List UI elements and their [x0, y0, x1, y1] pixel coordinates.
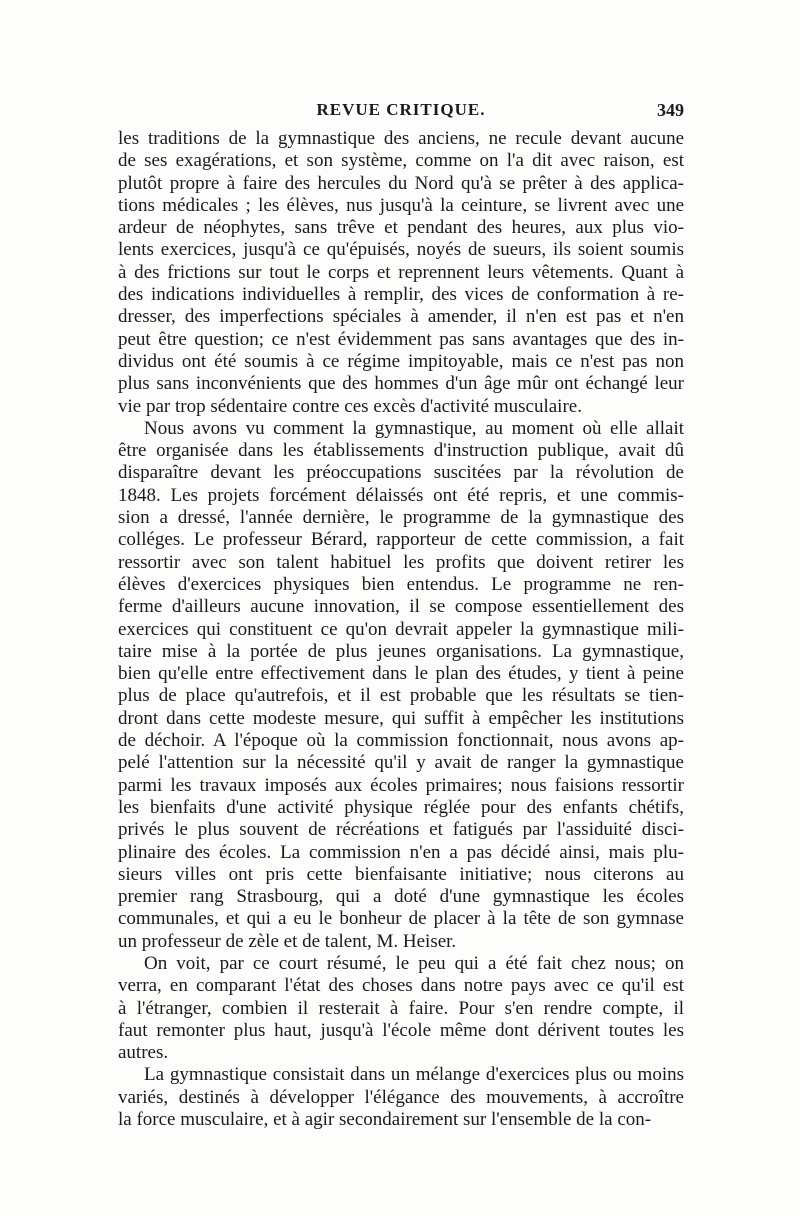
- text-line: de ses exagérations, et son système, comme on l'a dit avec raison, est: [118, 150, 684, 172]
- text-line: ferme d'ailleurs aucune innovation, il se compose essentiellement des: [118, 596, 684, 618]
- text-line: vie par trop sédentaire contre ces excès d'activité musculaire.: [118, 395, 582, 417]
- text-line: dresser, des imperfections spéciales à amender, il n'en est pas et n'en: [118, 306, 684, 328]
- text-line: élèves d'exercices physiques bien entendus. Le programme ne ren-: [118, 573, 684, 595]
- text-line: On voit, par ce court résumé, le peu qui a été fait chez nous; on: [144, 952, 684, 974]
- text-line: sion a dressé, l'année dernière, le programme de la gymnastique des: [118, 507, 684, 529]
- text-line: dividus ont été soumis à ce régime impitoyable, mais ce n'est pas non: [118, 350, 684, 372]
- text-line: les bienfaits d'une activité physique réglée pour des enfants chétifs,: [118, 796, 684, 818]
- text-line: de déchoir. A l'époque où la commission fonctionnait, nous avons ap-: [118, 730, 684, 752]
- text-line: variés, destinés à développer l'élégance des mouvements, à accroître: [118, 1086, 684, 1108]
- body-text: [118, 128, 684, 1131]
- text-line: bien qu'elle entre effectivement dans le plan des études, y tient à peine: [118, 663, 684, 685]
- text-line: lents exercices, jusqu'à ce qu'épuisés, noyés de sueurs, ils soient soumis: [118, 239, 684, 261]
- text-line: verra, en comparant l'état des choses dans notre pays avec ce qu'il est: [118, 975, 684, 997]
- text-line: tions médicales ; les élèves, nus jusqu'à la ceinture, se livrent avec une: [118, 194, 684, 216]
- text-line: plus de place qu'autrefois, et il est probable que les résultats se tien-: [118, 685, 684, 707]
- text-line: autres.: [118, 1042, 169, 1064]
- text-line: taire mise à la portée de plus jeunes organisations. La gymnastique,: [118, 640, 684, 662]
- text-line: la force musculaire, et à agir secondairement sur l'ensemble de la con-: [118, 1109, 652, 1131]
- paragraph: [118, 418, 684, 953]
- text-line: La gymnastique consistait dans un mélange d'exercices plus ou moins: [144, 1064, 684, 1086]
- paragraph: [118, 128, 684, 418]
- text-line: plinaire des écoles. La commission n'en a pas décidé ainsi, mais plu-: [118, 841, 684, 863]
- text-line: des indications individuelles à remplir, des vices de conformation à re-: [118, 284, 684, 306]
- text-line: premier rang Strasbourg, qui a doté d'une gymnastique les écoles: [118, 886, 684, 908]
- text-line: à des frictions sur tout le corps et reprennent leurs vêtements. Quant à: [118, 261, 684, 283]
- page-number: 349: [657, 100, 684, 120]
- text-line: peut être question; ce n'est évidemment pas sans avantages que des in-: [118, 328, 684, 350]
- text-line: être organisée dans les établissements d'instruction publique, avait dû: [118, 440, 684, 462]
- text-line: ressortir avec son talent habituel les profits que doivent retirer les: [118, 551, 684, 573]
- text-line: les traditions de la gymnastique des anciens, ne recule devant aucune: [118, 128, 684, 149]
- text-line: colléges. Le professeur Bérard, rapporteur de cette commission, a fait: [118, 529, 684, 551]
- text-line: ardeur de néophytes, sans trêve et pendant des heures, aux plus vio-: [118, 217, 684, 239]
- text-line: faut remonter plus haut, jusqu'à l'école même dont dérivent toutes les: [118, 1019, 684, 1041]
- paragraph: [118, 953, 684, 1064]
- text-line: un professeur de zèle et de talent, M. Heiser.: [118, 930, 457, 952]
- text-line: plus sans inconvénients que des hommes d'un âge mûr ont échangé leur: [118, 373, 684, 395]
- paragraph: [118, 1064, 684, 1131]
- text-line: disparaître devant les préoccupations suscitées par la révolution de: [118, 462, 684, 484]
- running-head: [118, 100, 684, 124]
- text-line: parmi les travaux imposés aux écoles primaires; nous faisions ressortir: [118, 774, 684, 796]
- text-line: exercices qui constituent ce qu'on devrait appeler la gymnastique mili-: [118, 618, 684, 640]
- text-line: plutôt propre à faire des hercules du Nord qu'à se prêter à des applica-: [118, 172, 684, 194]
- text-line: pelé l'attention sur la nécessité qu'il y avait de ranger la gymnastique: [118, 752, 684, 774]
- text-line: Nous avons vu comment la gymnastique, au moment où elle allait: [144, 417, 684, 439]
- text-line: à l'étranger, combien il resterait à faire. Pour s'en rendre compte, il: [118, 997, 684, 1019]
- running-title: REVUE CRITIQUE.: [316, 100, 486, 119]
- text-line: sieurs villes ont pris cette bienfaisante initiative; nous citerons au: [118, 863, 684, 885]
- text-line: 1848. Les projets forcément délaissés ont été repris, et une commis-: [118, 484, 684, 506]
- text-line: privés le plus souvent de récréations et fatigués par l'assiduité disci-: [118, 819, 684, 841]
- text-line: dront dans cette modeste mesure, qui suffit à empêcher les institutions: [118, 707, 684, 729]
- text-line: communales, et qui a eu le bonheur de placer à la tête de son gymnase: [118, 908, 684, 930]
